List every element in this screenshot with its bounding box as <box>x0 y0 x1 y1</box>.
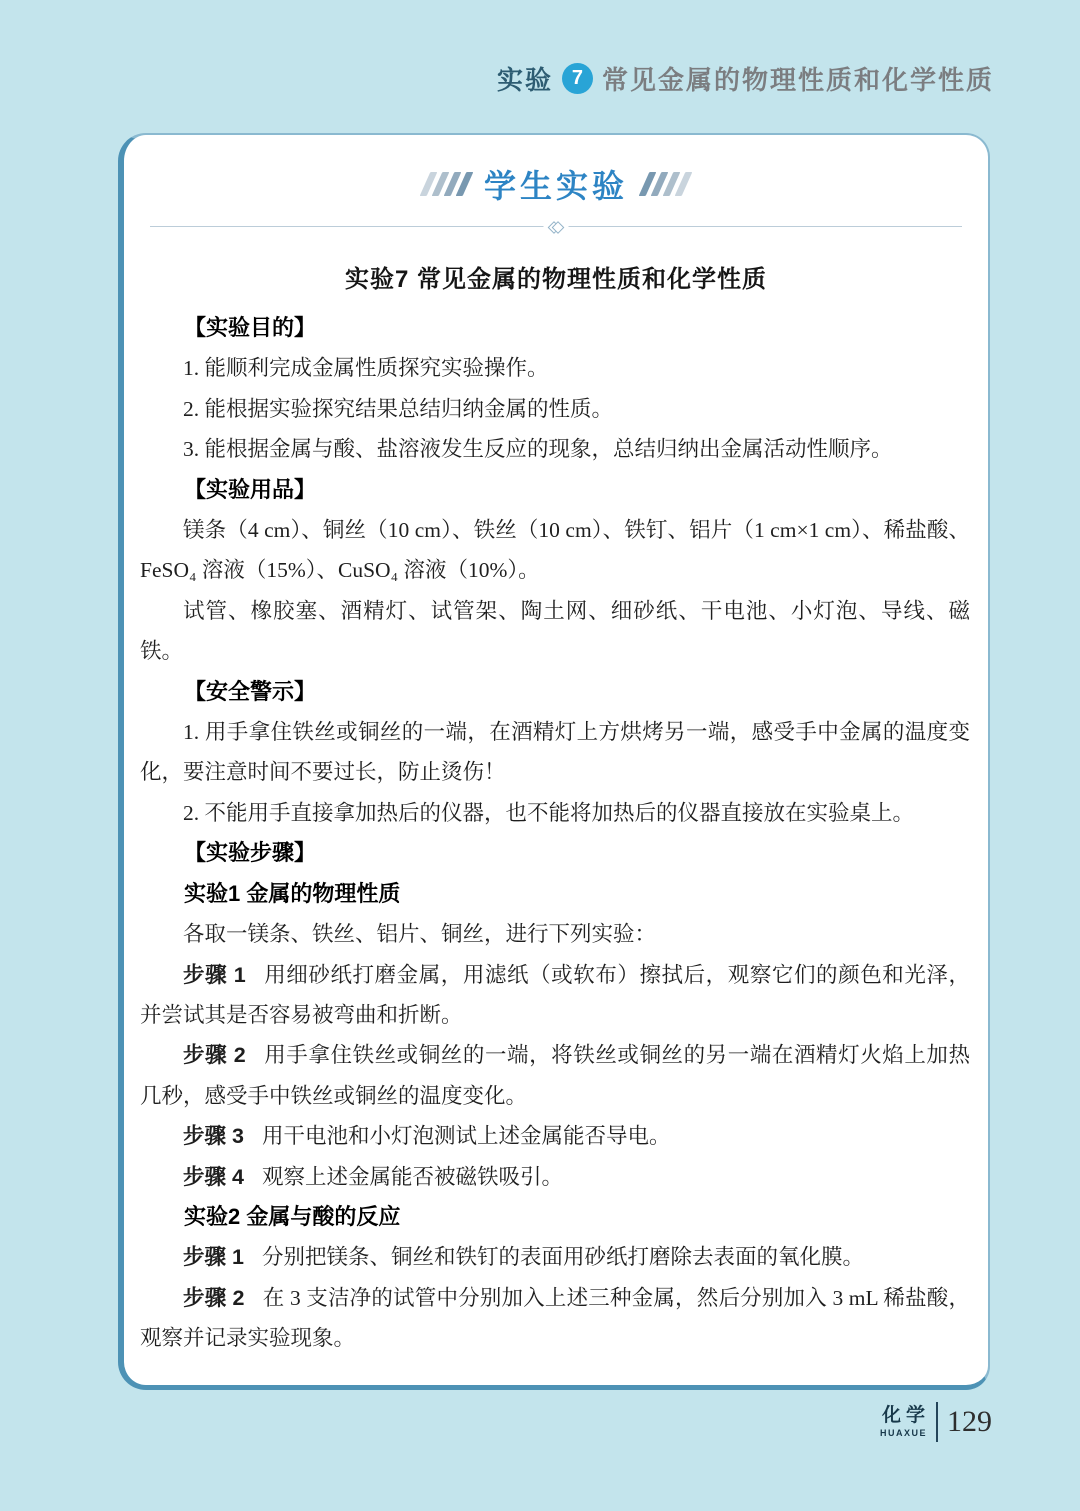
step-label: 步骤 2 <box>183 1043 246 1068</box>
experiment-number-badge: 7 <box>562 63 593 94</box>
step-label: 步骤 3 <box>183 1124 244 1149</box>
section-heading: 【实验目的】 <box>184 315 317 340</box>
footer-subject <box>879 1405 930 1438</box>
footer-subject-romanized: HUAXUE <box>879 1428 927 1438</box>
page-header <box>497 60 994 97</box>
header-experiment-label: 实验 <box>496 65 553 95</box>
step-paragraph <box>140 1278 970 1359</box>
footer-divider <box>936 1402 938 1442</box>
step-text: 分别把镁条、铜丝和铁钉的表面用砂纸打磨除去表面的氧化膜。 <box>261 1245 864 1270</box>
step-label: 步骤 4 <box>183 1164 244 1189</box>
step-text: 用手拿住铁丝或铜丝的一端，将铁丝或铜丝的另一端在酒精灯火焰上加热几秒，感受手中铁丝或铜丝的温度变化。 <box>140 1043 970 1108</box>
content-card <box>118 133 990 1390</box>
section-heading: 【安全警示】 <box>184 678 317 704</box>
numbered-item: 2. 能根据实验探究结果总结归纳金属的性质。 <box>183 396 614 421</box>
numbered-item: 2. 不能用手直接拿加热后的仪器，也不能将加热后的仪器直接放在实验桌上。 <box>183 800 915 825</box>
paragraph: 镁条（4 cm）、铜丝（10 cm）、铁丝（10 cm）、铁钉、铝片（1 cm×1 cm）、稀盐酸、FeSO₄ 溶液（15%）、CuSO₄ 溶液（10%）。 <box>140 518 970 583</box>
experiment-subheading: 实验2 金属与酸的反应 <box>184 1203 401 1229</box>
step-label: 步骤 2 <box>183 1285 245 1310</box>
step-paragraph <box>140 1157 970 1197</box>
student-experiment-banner <box>124 161 988 207</box>
step-text: 观察上述金属能否被磁铁吸引。 <box>261 1164 563 1189</box>
slash-decoration-left-icon <box>425 172 468 196</box>
paragraph: 各取一镁条、铁丝、铝片、铜丝，进行下列实验： <box>183 922 657 947</box>
slash-decoration-right-icon <box>644 172 687 196</box>
numbered-item: 1. 能顺利完成金属性质探究实验操作。 <box>183 356 549 381</box>
page-footer <box>880 1398 992 1446</box>
step-paragraph <box>140 1237 970 1277</box>
double-diamond-icon <box>544 220 569 234</box>
step-paragraph <box>140 1116 970 1156</box>
step-text: 用干电池和小灯泡测试上述金属能否导电。 <box>261 1124 671 1149</box>
section-divider <box>150 219 962 235</box>
section-heading: 【实验用品】 <box>184 476 317 502</box>
paragraph: 试管、橡胶塞、酒精灯、试管架、陶土网、细砂纸、干电池、小灯泡、导线、磁铁。 <box>140 598 970 664</box>
step-paragraph <box>140 1035 970 1116</box>
step-label: 步骤 1 <box>183 962 246 987</box>
step-label: 步骤 1 <box>183 1245 244 1270</box>
numbered-item: 3. 能根据金属与酸、盐溶液发生反应的现象，总结归纳出金属活动性顺序。 <box>183 437 893 462</box>
step-text: 用细砂纸打磨金属，用滤纸（或软布）擦拭后，观察它们的颜色和光泽，并尝试其是否容易被弯曲和折断。 <box>140 962 970 1027</box>
header-title: 常见金属的物理性质和化学性质 <box>601 65 994 95</box>
numbered-item: 1. 用手拿住铁丝或铜丝的一端，在酒精灯上方烘烤另一端，感受手中金属的温度变化，要注意时间不要过长，防止烫伤！ <box>140 720 970 785</box>
footer-page-number: 129 <box>947 1405 992 1438</box>
step-paragraph <box>140 955 970 1036</box>
section-heading: 【实验步骤】 <box>184 840 317 866</box>
experiment-subheading: 实验1 金属的物理性质 <box>184 880 401 906</box>
experiment-title: 实验7 常见金属的物理性质和化学性质 <box>344 266 767 293</box>
step-text: 在 3 支洁净的试管中分别加入上述三种金属，然后分别加入 3 mL 稀盐酸，观察并记录实验现象。 <box>140 1285 970 1351</box>
banner-title: 学生实验 <box>483 168 628 204</box>
card-body <box>140 308 970 1359</box>
footer-subject-cn: 化学 <box>881 1405 930 1426</box>
